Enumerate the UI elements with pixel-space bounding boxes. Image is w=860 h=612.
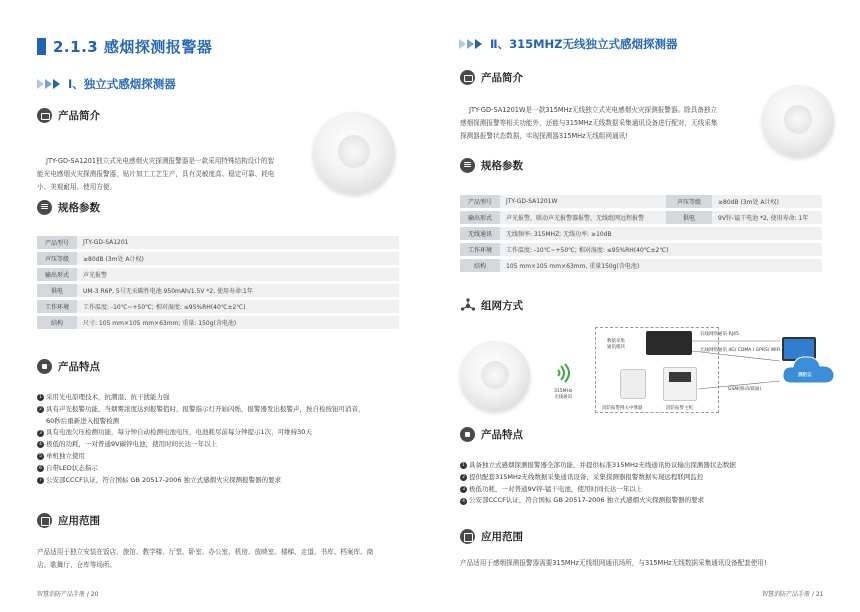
- gsm-label: GSM(移动/联通): [728, 387, 762, 392]
- item-text: 具有电池欠压检测功能，每分钟自动检测电池电压，电池耗尽前每分钟提示1次，可维持30天: [46, 428, 312, 437]
- item-text: 极低的功耗，一对普通9V碳锌电池，使用时间长达一年以上: [46, 440, 218, 449]
- spec-key: 声压等级: [666, 195, 712, 208]
- spec-value: JTY-GD-SA1201: [77, 236, 399, 249]
- spec-key: 产品型号: [37, 236, 77, 249]
- subsection-title: Ⅰ、独立式感烟探测器: [68, 77, 176, 91]
- list-item: [37, 475, 407, 487]
- spec-key: 输出形式: [460, 211, 500, 224]
- item-text: 具备独立式感烟探测报警器全部功能，并提供标准315MHz无线通讯协议输出探测器状态数据: [469, 461, 736, 469]
- specs-heading: 规格参数: [481, 160, 523, 172]
- spec-value: 声光报警，联动声光报警器报警，无线组网远程报警: [500, 211, 666, 224]
- spec-key: 输出形式: [37, 268, 77, 281]
- spec-value: ≥80dB (3m处 A计权): [77, 252, 399, 265]
- network-heading: 组网方式: [481, 300, 523, 312]
- spec-key: 产品型号: [460, 195, 500, 208]
- intro-icon: [37, 108, 52, 123]
- collector-device-image: [646, 331, 692, 355]
- item-number: 3: [37, 430, 44, 437]
- network-diagram: [460, 325, 840, 417]
- spec-value: JTY-GD-SA1201W: [500, 195, 666, 208]
- item-text: 具有声光报警功能，当烟雾浓度达到报警值时，报警指示灯开始闪烁，报警器发出报警声，按自检按钮可消音，: [46, 404, 365, 413]
- intro-line: JTY-GD-SA1201W是一款315MHz无线独立式光电感烟火灾探测报警器。除具备独立: [469, 106, 718, 114]
- intro-line: 小、美观耐用、使用方便。: [37, 183, 117, 191]
- spec-key: 结构: [37, 316, 77, 329]
- cellular-label: 无线网络通讯 4G/ CDMA / GPRS/ WIFI: [700, 348, 781, 353]
- spec-key: 结构: [460, 259, 500, 272]
- application-heading: 应用范围: [58, 515, 100, 527]
- application-text: [37, 546, 417, 572]
- collector-label: 数据采集 通讯模块: [607, 339, 625, 350]
- item-text: 公安部CCCF认证，符合国标 GB 20517-2006 独立式感烟火灾探测报警器的要求: [469, 496, 705, 505]
- list-item: [460, 472, 840, 484]
- list-item: [37, 451, 407, 463]
- list-item: [37, 392, 407, 404]
- spec-value: 尺寸: 105 mm×105 mm×63mm; 重量: 150g(含电池): [77, 316, 399, 329]
- table-row: [37, 284, 399, 297]
- item-number: 2: [460, 474, 467, 481]
- spec-table: [37, 233, 399, 332]
- item-number: 2: [37, 406, 44, 413]
- table-row: [37, 268, 399, 281]
- spec-value: 工作温度: -10℃~+50℃; 相对湿度: ≤95%RH(40℃±2℃): [500, 243, 822, 256]
- wireless-label: 315MHz 无线通讯: [554, 389, 573, 400]
- item-text: 公安部CCCF认证，符合国标 GB 20517-2006 独立式感烟火灾探测报警器的要求: [46, 475, 282, 484]
- item-number: 4: [460, 498, 467, 505]
- table-row: [37, 236, 399, 249]
- application-line: 产品适用于独立安装在饭店、旅馆、教学楼、厅堂、卧室、办公室、机房、放映室、楼梯、走道、书库、档案库、商: [37, 548, 374, 556]
- feature-list: [460, 460, 840, 507]
- spec-key: 供电: [37, 284, 77, 297]
- item-text: 极低功耗，一对普通9V锌-锰干电池，使用时间长达一年以上: [469, 484, 643, 493]
- features-icon: [37, 359, 52, 374]
- relay-label: 消防报警网关中继器: [602, 406, 643, 411]
- item-text: 自带LED状态指示: [46, 463, 98, 472]
- table-row: [460, 243, 822, 256]
- table-row: [460, 211, 822, 224]
- spec-value: 工作温度: -10℃~+50℃; 相对湿度: ≤95%RH(40℃±2℃): [77, 300, 399, 313]
- list-item: [37, 427, 407, 439]
- list-item: [460, 495, 840, 507]
- chevron-arrows-icon: [37, 78, 61, 90]
- item-text: 提供配套315MHz无线数据采集通讯设备，采集探测器报警数据实现远程联网监控: [469, 472, 704, 481]
- application-line: 店、歌舞厅、仓库等场所。: [37, 561, 117, 569]
- spec-key: 工作环境: [37, 300, 77, 313]
- spec-value: 105 mm×105 mm×63mm, 重量150g(含电池): [500, 259, 822, 272]
- features-heading: 产品特点: [481, 429, 523, 441]
- spec-value: UM-3 R6P, 5号无汞碳性电池 950mAh/1.5V *2, 使用寿命:1年: [77, 284, 399, 297]
- table-row: [460, 227, 822, 240]
- page-footer: 智慧消防产品手册 / 20: [37, 591, 99, 598]
- item-text: 单机独立使用: [46, 451, 85, 460]
- spec-value: ≥80dB (3m处 A计权): [712, 195, 822, 208]
- page-footer: 智慧消防产品手册 / 21: [762, 591, 824, 598]
- host-label: 消防报警主机: [666, 406, 693, 411]
- smoke-detector-image: [460, 341, 530, 411]
- spec-table: [460, 192, 822, 275]
- intro-line: JTY-GD-SA1201独立式光电感烟火灾探测报警器是一款采用特殊结构设计的智: [46, 157, 275, 165]
- subsection-title: Ⅱ、315MHZ无线独立式感烟探测器: [490, 37, 678, 51]
- application-line: 产品适用于感烟探测报警器需要315MHz无线组网通讯场所，与315MHz无线数据采集通讯设备配套使用!: [460, 559, 767, 567]
- wireless-signal-icon: [557, 362, 575, 384]
- intro-line: 能光电感烟火灾探测报警器，贴片加工工艺生产，具有灵敏度高、稳定可靠、耗电: [37, 170, 275, 178]
- intro-heading: 产品简介: [481, 72, 523, 84]
- intro-icon: [460, 70, 475, 85]
- spec-key: 工作环境: [460, 243, 500, 256]
- wired-label: 有线网络通讯-RJ45: [700, 332, 739, 337]
- item-text: 采用光电原理技术，抗潮湿、抗干扰能力强: [46, 393, 170, 401]
- application-text: [460, 557, 850, 570]
- spec-key: 供电: [666, 211, 712, 224]
- item-number: 5: [37, 453, 44, 460]
- spec-key: 声压等级: [37, 252, 77, 265]
- item-number: 3: [460, 486, 467, 493]
- spec-value: 无线频率: 315MHZ; 无线功率: ≥10dB: [500, 227, 822, 240]
- title-accent-bar: [37, 38, 46, 55]
- table-row: [460, 195, 822, 208]
- application-heading: 应用范围: [481, 531, 523, 543]
- item-number: 6: [37, 465, 44, 472]
- list-item: [460, 484, 840, 496]
- smoke-detector-image: [762, 85, 834, 157]
- intro-text: [460, 104, 780, 143]
- item-text: 60秒后重新进入报警检测: [46, 416, 120, 425]
- application-icon: [37, 513, 52, 528]
- smoke-detector-image: [313, 112, 395, 194]
- intro-heading: 产品简介: [58, 110, 100, 122]
- specs-heading: 规格参数: [58, 202, 100, 214]
- list-item: [460, 460, 840, 472]
- table-row: [37, 252, 399, 265]
- item-number: 7: [37, 477, 44, 484]
- table-row: [460, 259, 822, 272]
- features-heading: 产品特点: [58, 361, 100, 373]
- features-icon: [460, 427, 475, 442]
- cloud-icon: [780, 351, 838, 387]
- spec-value: 9V锌-锰干电池 *2, 使用寿命: 1年: [712, 211, 822, 224]
- table-row: [37, 300, 399, 313]
- right-page: [430, 0, 860, 612]
- list-item: [37, 463, 407, 475]
- spec-key: 无线通讯: [460, 227, 500, 240]
- specs-icon: [37, 200, 52, 215]
- list-item: [37, 404, 407, 428]
- intro-text: [37, 155, 307, 194]
- chevron-arrows-icon: [459, 38, 483, 50]
- relay-device-image: [620, 369, 646, 399]
- application-icon: [460, 529, 475, 544]
- intro-line: 探测器报警状态数据，实现探测器315MHz无线组网通讯!: [460, 132, 628, 140]
- page-title: 2.1.3 感烟探测报警器: [53, 38, 213, 56]
- list-item: [37, 439, 407, 451]
- item-number: 1: [37, 394, 44, 401]
- table-row: [37, 316, 399, 329]
- spec-value: 声光报警: [77, 268, 399, 281]
- specs-icon: [460, 158, 475, 173]
- cloud-label: 消防云: [798, 373, 812, 378]
- feature-list: [37, 392, 407, 486]
- network-icon: [460, 298, 476, 314]
- intro-line: 感烟探测报警等相关功能外，还能与315MHz无线数据采集通讯设备进行配对，无线采集: [460, 119, 718, 127]
- item-number: 1: [460, 462, 467, 469]
- item-number: 4: [37, 441, 44, 448]
